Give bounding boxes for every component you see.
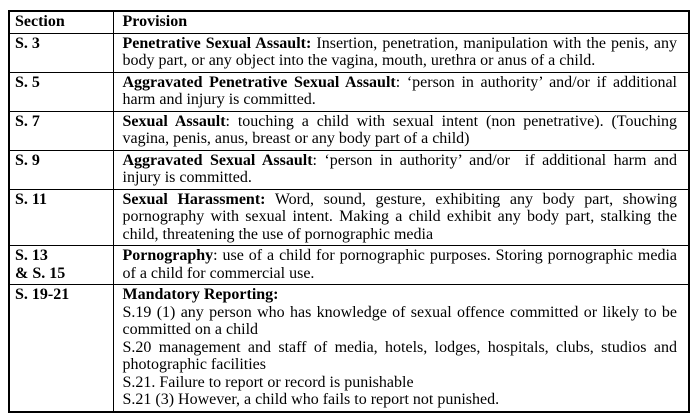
table-row-s13-s15 xyxy=(9,246,689,285)
provision-cell xyxy=(113,33,689,72)
provision-body: : ‘person in authority’ and/or if additional harm and injury is committed. xyxy=(122,73,677,108)
provision-cell xyxy=(113,246,689,285)
provision-paragraph: S.20 management and staff of media, hotels, lodges, hospitals, clubs, studios and photographic facilities xyxy=(122,338,677,373)
provision-text xyxy=(123,35,678,70)
provision-text xyxy=(123,286,678,304)
section-cell: S. 3 xyxy=(9,33,113,72)
section-cell: S. 5 xyxy=(9,72,113,111)
provision-text xyxy=(123,191,678,244)
section-cell: S. 19-21 xyxy=(9,285,113,412)
provision-text xyxy=(123,152,678,187)
provision-text xyxy=(123,113,678,148)
table-row-s19-21 xyxy=(9,285,689,412)
provision-text xyxy=(123,74,678,109)
section-label-line2: & S. 15 xyxy=(15,264,66,282)
provision-term: Penetrative Sexual Assault: xyxy=(122,34,312,52)
provision-text xyxy=(123,247,678,282)
provision-term: Aggravated Penetrative Sexual Assault xyxy=(122,73,396,91)
provision-body: Insertion, penetration, manipulation with the penis, any body part, or any object into the vagina, mouth, urethra or anus of a child. xyxy=(122,34,677,69)
provision-body: : ‘person in authority’ and/or if additional harm and injury is committed. xyxy=(122,151,677,186)
provision-term: Pornography xyxy=(122,247,214,264)
provision-cell xyxy=(113,72,689,111)
provision-body: Word, sound, gesture, exhibiting any body part, showing pornography with sexual intent. Making a child exhibit any body part, stalking the child, threatening the use of pornographic media xyxy=(122,190,678,243)
section-cell: S. 9 xyxy=(9,150,113,189)
section-cell xyxy=(9,246,113,285)
section-cell: S. 11 xyxy=(9,189,113,246)
provision-paragraph: S.19 (1) any person who has knowledge of sexual offence committed or likely to be committed on a child xyxy=(122,303,677,338)
provision-cell xyxy=(113,189,689,246)
provision-body: : use of a child for pornographic purposes. Storing pornographic media of a child for commercial use. xyxy=(122,247,677,282)
section-column-header: Section xyxy=(9,11,113,33)
table-row-s11 xyxy=(9,189,689,246)
provision-cell xyxy=(113,111,689,150)
provision-term: Mandatory Reporting: xyxy=(122,286,279,303)
section-cell: S. 7 xyxy=(9,111,113,150)
table-row-s9 xyxy=(9,150,689,189)
provision-paragraph: S.21 (3) However, a child who fails to report not punished. xyxy=(122,391,500,408)
table-row-s7 xyxy=(9,111,689,150)
provision-term: Aggravated Sexual Assault xyxy=(122,151,313,169)
provision-column-header: Provision xyxy=(113,11,689,33)
table-row-s5 xyxy=(9,72,689,111)
provision-term: Sexual Harassment: xyxy=(122,190,266,208)
provision-cell xyxy=(113,285,689,412)
provision-body: : touching a child with sexual intent (non penetrative). (Touching vagina, penis, anus, breast or any body part of a child) xyxy=(122,112,678,147)
table-row-s3 xyxy=(9,33,689,72)
provision-paragraph: S.21. Failure to report or record is punishable xyxy=(122,373,414,391)
section-label: S. 13 xyxy=(15,247,48,264)
header-row xyxy=(9,11,689,33)
provision-cell xyxy=(113,150,689,189)
pocso-provisions-table xyxy=(8,10,690,413)
provision-term: Sexual Assault xyxy=(122,112,226,130)
